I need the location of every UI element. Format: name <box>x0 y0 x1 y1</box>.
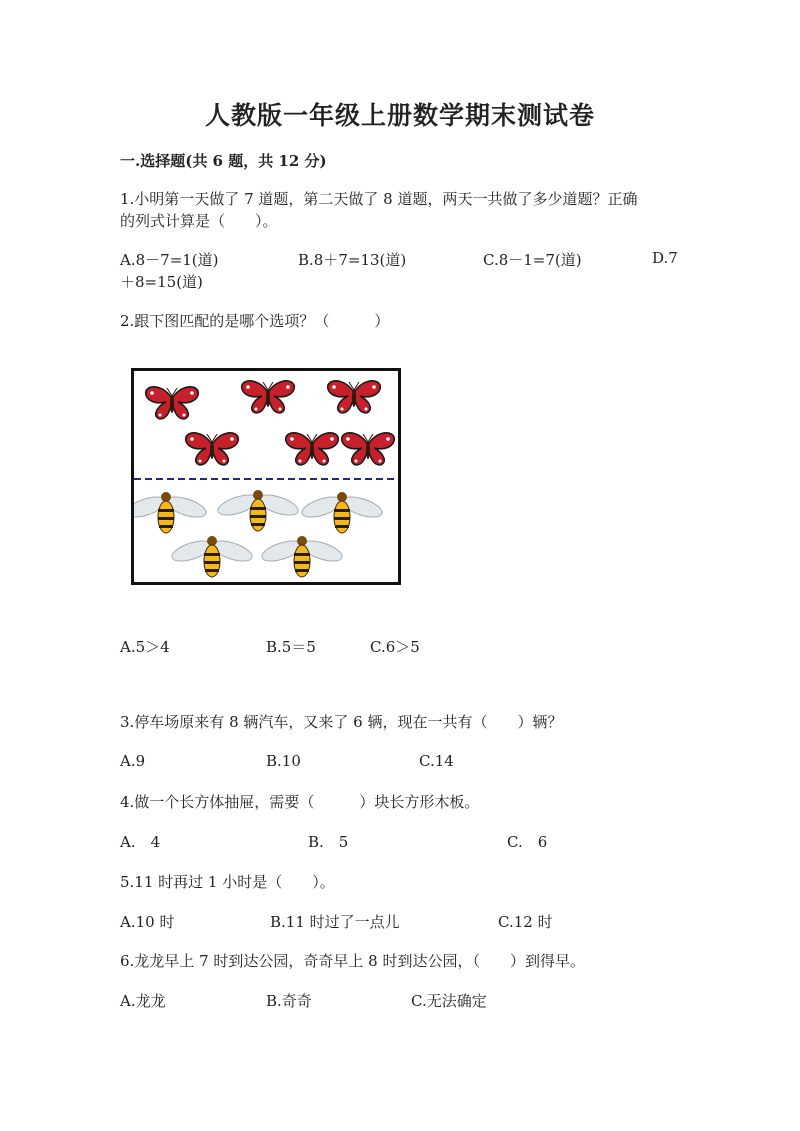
question-2-figure <box>131 368 401 585</box>
question-1-line-1: 1.小明第一天做了 7 道题，第二天做了 8 道题，两天一共做了多少道题？正确 <box>120 190 638 208</box>
section-heading: 一.选择题(共 6 题，共 12 分) <box>120 152 327 170</box>
q3-option-a[interactable]: A.9 <box>120 752 146 770</box>
page-title: 人教版一年级上册数学期末测试卷 <box>204 101 595 130</box>
q4-option-c[interactable]: C. 6 <box>507 833 548 851</box>
q1-option-d-continued: ＋8=15(道) <box>120 273 203 291</box>
q2-option-b[interactable]: B.5＝5 <box>266 638 316 656</box>
q3-option-c[interactable]: C.14 <box>419 752 454 770</box>
q1-option-d[interactable]: D.7 <box>652 249 678 267</box>
q6-option-c[interactable]: C.无法确定 <box>411 992 487 1010</box>
q1-option-c[interactable]: C.8－1=7(道) <box>483 251 582 269</box>
question-3-line-1: 3.停车场原来有 8 辆汽车，又来了 6 辆，现在一共有（ ）辆？ <box>120 713 563 731</box>
q4-option-b[interactable]: B. 5 <box>308 833 349 851</box>
q4-option-a[interactable]: A. 4 <box>120 833 161 851</box>
q1-option-a[interactable]: A.8－7=1(道) <box>120 251 219 269</box>
q3-option-b[interactable]: B.10 <box>266 752 301 770</box>
q5-option-a[interactable]: A.10 时 <box>120 913 175 931</box>
q6-option-a[interactable]: A.龙龙 <box>120 992 166 1010</box>
question-4-line-1: 4.做一个长方体抽屉，需要（ ）块长方形木板。 <box>120 793 480 811</box>
question-5-line-1: 5.11 时再过 1 小时是（ ）。 <box>120 873 335 891</box>
question-2-line-1: 2.跟下图匹配的是哪个选项？（ ） <box>120 312 390 330</box>
question-6-line-1: 6.龙龙早上 7 时到达公园，奇奇早上 8 时到达公园，（ ）到得早。 <box>120 952 585 970</box>
q2-option-c[interactable]: C.6＞5 <box>370 638 420 656</box>
q6-option-b[interactable]: B.奇奇 <box>266 992 312 1010</box>
q5-option-c[interactable]: C.12 时 <box>498 913 553 931</box>
q1-option-b[interactable]: B.8＋7=13(道) <box>298 251 407 269</box>
q5-option-b[interactable]: B.11 时过了一点儿 <box>270 913 400 931</box>
question-1-line-2: 的列式计算是（ ）。 <box>120 212 278 230</box>
q2-option-a[interactable]: A.5＞4 <box>120 638 170 656</box>
